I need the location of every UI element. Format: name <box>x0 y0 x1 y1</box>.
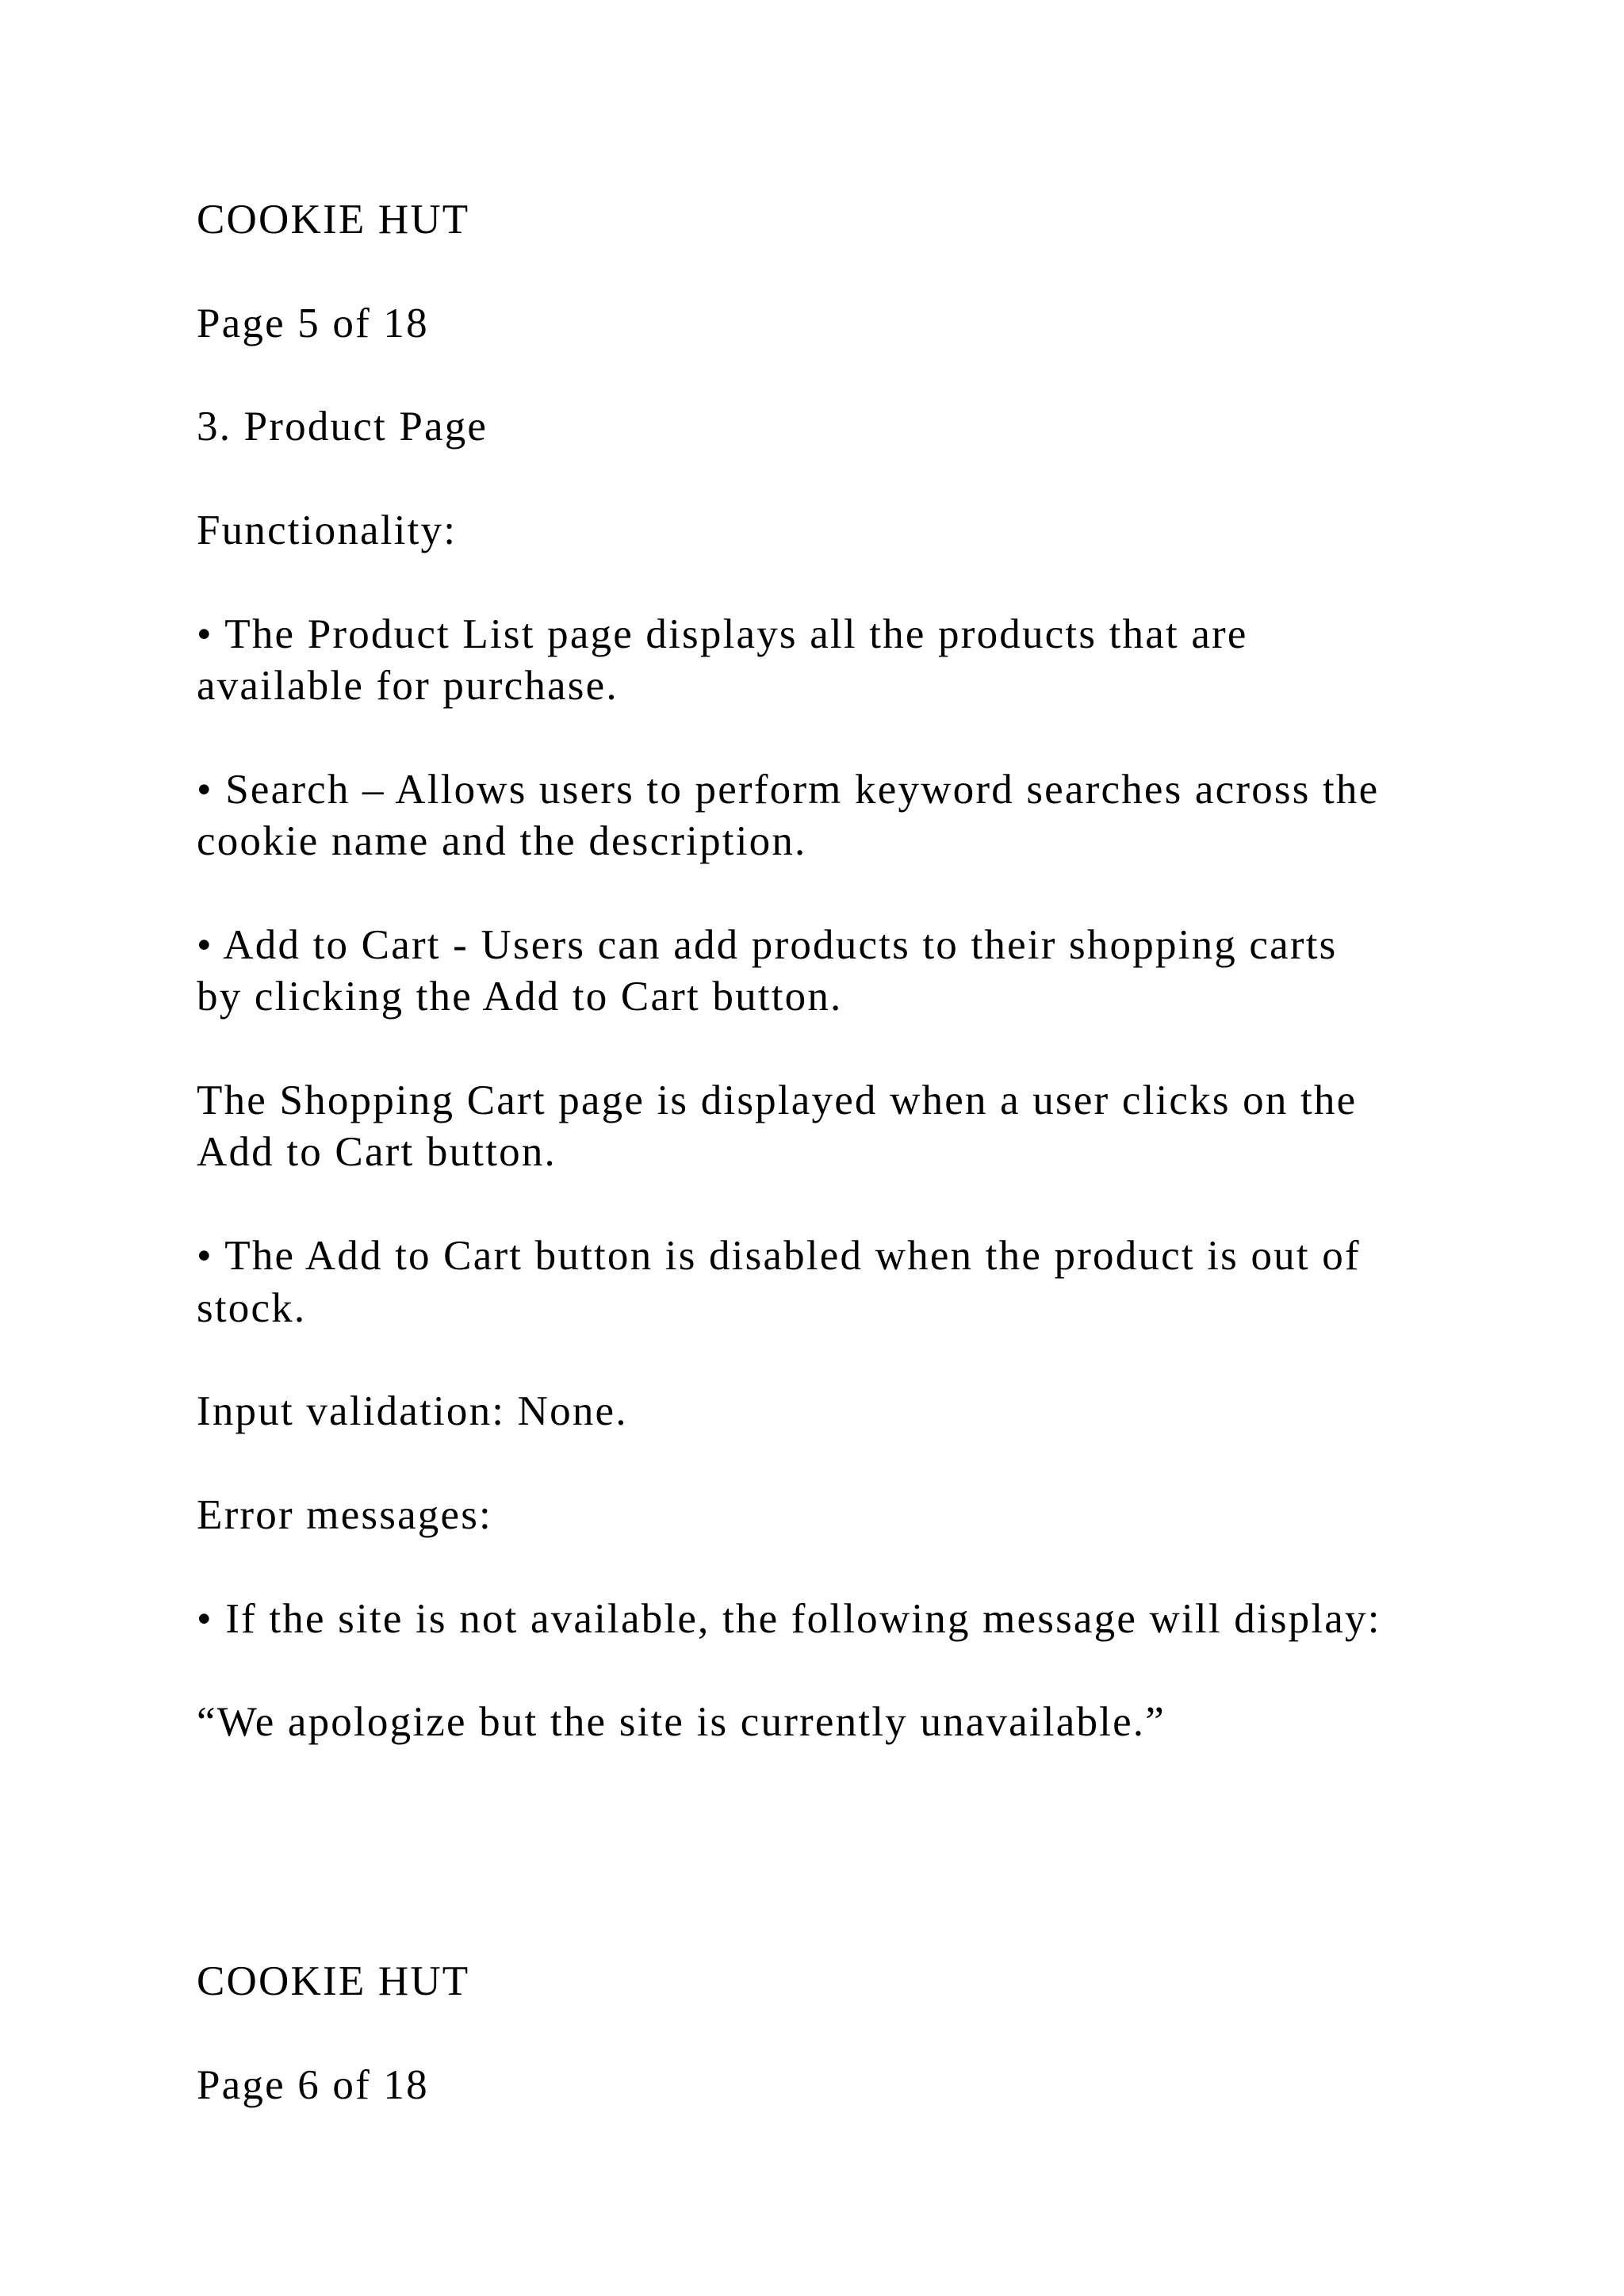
section-title: 3. Product Page <box>197 404 488 450</box>
functionality-item-line: Add to Cart button. <box>197 1129 557 1176</box>
document-text <box>197 194 1545 2164</box>
error-messages-heading: Error messages: <box>197 1491 492 1538</box>
functionality-item-line: • Add to Cart - Users can add products to their shopping carts <box>197 922 1338 969</box>
functionality-heading: Functionality: <box>197 507 458 554</box>
functionality-item-search <box>197 764 1545 868</box>
error-item-site-unavailable <box>197 1594 1545 1645</box>
error-message-quote: “We apologize but the site is currently unavailable.” <box>197 1699 1166 1746</box>
error-message-quote-block <box>197 1697 1545 1748</box>
company-name: COOKIE HUT <box>197 1958 470 2005</box>
page-break-spacer <box>197 1800 1545 1956</box>
functionality-item-line: The Shopping Cart page is displayed when a user clicks on the <box>197 1077 1358 1124</box>
functionality-item-product-list <box>197 609 1545 713</box>
functionality-item-line: • The Product List page displays all the products that are <box>197 610 1248 657</box>
page-header <box>197 194 1545 246</box>
page-number: Page 5 of 18 <box>197 300 429 346</box>
functionality-item-line: by clicking the Add to Cart button. <box>197 974 843 1020</box>
company-name: COOKIE HUT <box>197 197 470 243</box>
section-title-block <box>197 401 1545 453</box>
functionality-item-line: available for purchase. <box>197 663 619 710</box>
error-item-line: • If the site is not available, the following message will display: <box>197 1595 1381 1642</box>
functionality-item-line: • Search – Allows users to perform keyword searches across the <box>197 766 1380 813</box>
error-messages-heading-block <box>197 1490 1545 1541</box>
functionality-item-disabled-button <box>197 1230 1545 1334</box>
page-number: Page 6 of 18 <box>197 2061 429 2108</box>
functionality-item-shopping-cart <box>197 1075 1545 1179</box>
functionality-item-add-to-cart <box>197 920 1545 1024</box>
functionality-item-line: cookie name and the description. <box>197 818 807 865</box>
page-number-block <box>197 298 1545 350</box>
page-number-block-2 <box>197 2060 1545 2111</box>
functionality-item-line: • The Add to Cart button is disabled when the product is out of <box>197 1233 1361 1280</box>
input-validation: Input validation: None. <box>197 1388 628 1435</box>
functionality-heading-block <box>197 505 1545 557</box>
input-validation-block <box>197 1386 1545 1437</box>
functionality-item-line: stock. <box>197 1284 307 1331</box>
page-header-2 <box>197 1956 1545 2007</box>
